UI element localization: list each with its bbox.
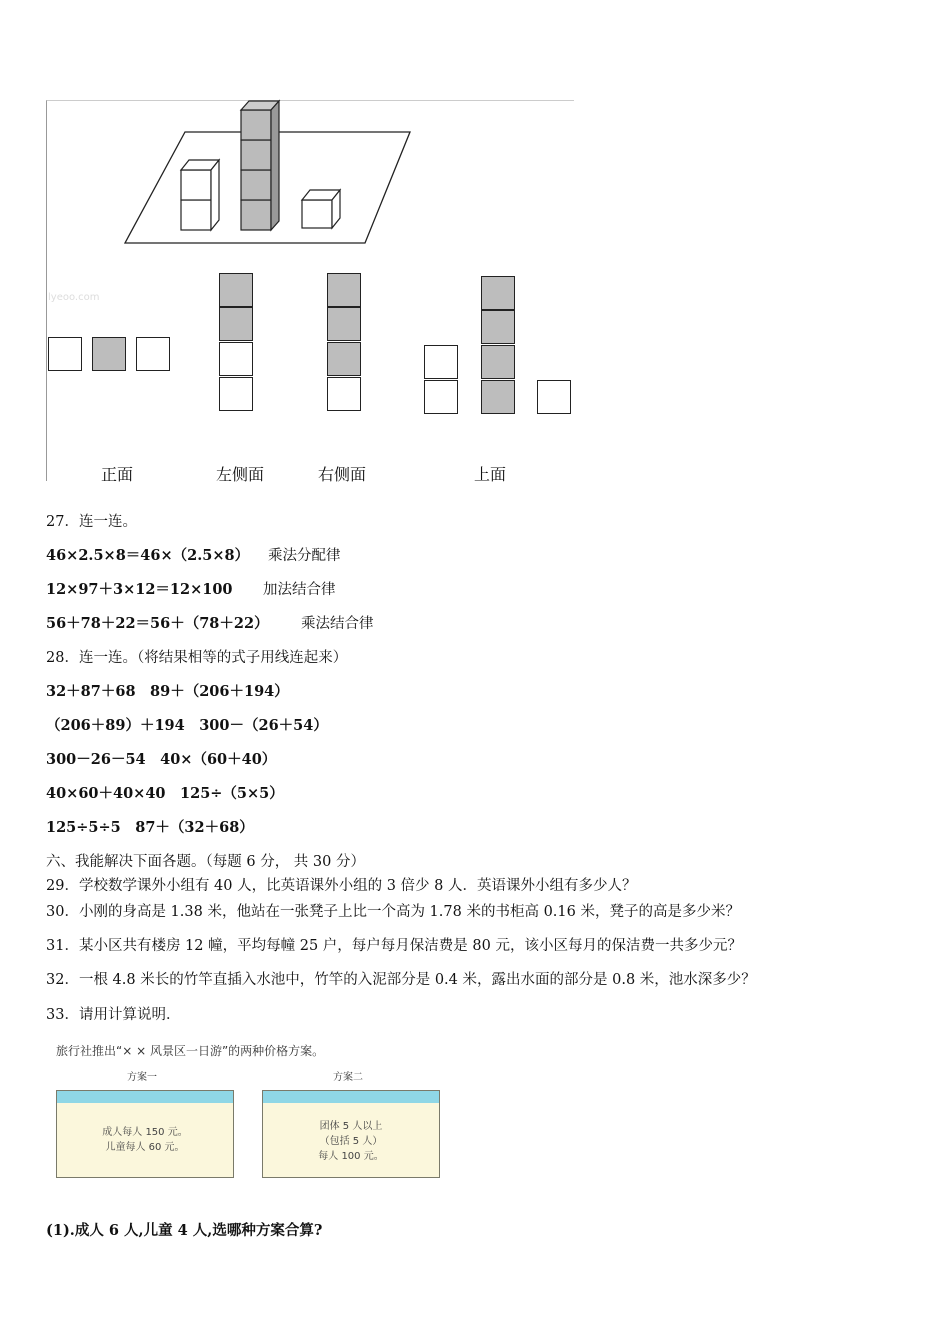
q27-expr: 12×97＋3×12＝12×100: [46, 581, 233, 598]
plan1-line: 儿童每人 60 元。: [105, 1142, 185, 1153]
cube-stack-illustration: [0, 0, 600, 260]
label-top: 上面: [474, 465, 507, 484]
sub-question-1: (1).成人 6 人,儿童 4 人,选哪种方案合算?: [46, 1222, 323, 1239]
q27-law: 加法结合律: [263, 582, 336, 598]
travel-caption: 旅行社推出“× × 风景区一日游”的两种价格方案。: [56, 1044, 325, 1058]
section-6-heading: 六、我能解决下面各题。（每题 6 分， 共 30 分）: [46, 854, 365, 870]
q28-row: （206＋89）＋194 300－（26＋54）: [46, 717, 328, 734]
q27-expr: 56＋78＋22＝56＋（78＋22）: [46, 615, 269, 632]
q28-title: 28．连一连。（将结果相等的式子用线连起来）: [46, 650, 348, 666]
q28-row: 125÷5÷5 87＋（32＋68）: [46, 819, 254, 836]
plan1-card: [56, 1090, 234, 1178]
plan2-title: 方案二: [333, 1072, 363, 1083]
q27-law: 乘法分配律: [268, 548, 341, 564]
plan1-line: 成人每人 150 元。: [102, 1127, 188, 1138]
question-32: 32．一根 4.8 米长的竹竿直插入水池中，竹竿的入泥部分是 0.4 米，露出水面的部分是 0.8 米，池水深多少？: [46, 972, 756, 988]
question-31: 31．某小区共有楼房 12 幢，平均每幢 25 户，每户每月保洁费是 80 元，该小区每月的保洁费一共多少元？: [46, 938, 742, 954]
label-front: 正面: [101, 465, 134, 484]
watermark: lyeoo.com: [48, 292, 100, 303]
question-29: 29．学校数学课外小组有 40 人，比英语课外小组的 3 倍少 8 人．英语课外小组有多少人？: [46, 878, 637, 894]
plan2-line: （包括 5 人）: [319, 1136, 383, 1147]
label-left: 左侧面: [216, 465, 265, 484]
q28-row: 40×60＋40×40 125÷（5×5）: [46, 785, 284, 802]
question-30: 30．小刚的身高是 1.38 米，他站在一张凳子上比一个高为 1.78 米的书柜高 0.16 米，凳子的高是多少米？: [46, 904, 740, 920]
q27-law: 乘法结合律: [301, 616, 374, 632]
q27-expr: 46×2.5×8＝46×（2.5×8）: [46, 547, 250, 564]
plan1-title: 方案一: [127, 1072, 157, 1083]
label-right: 右侧面: [318, 465, 367, 484]
q27-title: 27．连一连。: [46, 514, 137, 530]
plan2-card: [262, 1090, 440, 1178]
question-33: 33．请用计算说明．: [46, 1007, 181, 1023]
q28-row: 300－26－54 40×（60＋40）: [46, 751, 277, 768]
plan2-line: 每人 100 元。: [318, 1151, 384, 1162]
q28-row: 32＋87＋68 89＋（206＋194）: [46, 683, 289, 700]
plan2-line: 团体 5 人以上: [319, 1121, 383, 1132]
